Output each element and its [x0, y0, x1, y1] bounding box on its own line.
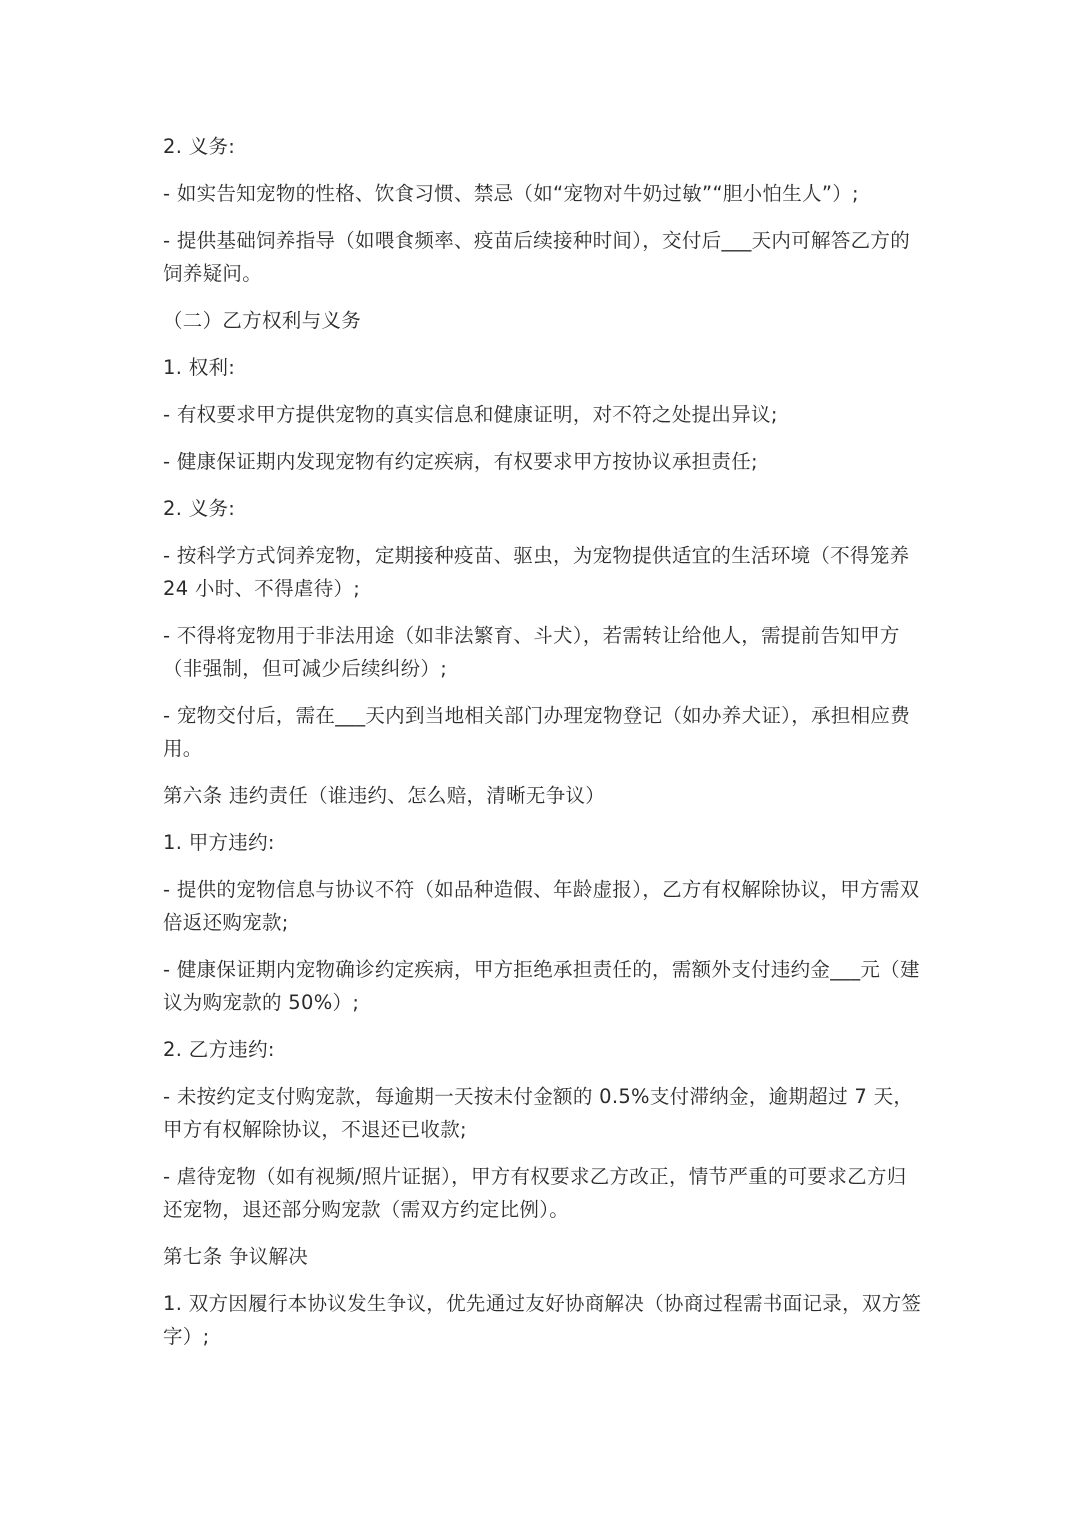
- obligation-item-guidance: - 提供基础饲养指导（如喂食频率、疫苗后续接种时间），交付后___天内可解答乙方的饲养疑问。: [163, 229, 911, 285]
- article-six-heading: 第六条 违约责任（谁违约、怎么赔，清晰无争议）: [163, 784, 606, 807]
- document-body: [163, 130, 923, 1353]
- obligations-heading-b: 2. 义务:: [163, 497, 236, 520]
- right-item-health: - 健康保证期内发现宠物有约定疾病，有权要求甲方按协议承担责任;: [163, 450, 758, 473]
- party-a-breach-item-health: - 健康保证期内宠物确诊约定疾病，甲方拒绝承担责任的，需额外支付违约金___元（建议为购宠款的 50%）;: [163, 958, 920, 1014]
- obligation-item-illegal-use: - 不得将宠物用于非法用途（如非法繁育、斗犬），若需转让给他人，需提前告知甲方（非强制，但可减少后续纠纷）;: [163, 624, 900, 680]
- obligations-heading-a: 2. 义务:: [163, 135, 236, 158]
- rights-heading: 1. 权利:: [163, 356, 236, 379]
- right-item-info: - 有权要求甲方提供宠物的真实信息和健康证明，对不符之处提出异议;: [163, 403, 778, 426]
- party-a-breach-heading: 1. 甲方违约:: [163, 831, 275, 854]
- party-a-breach-item-info: - 提供的宠物信息与协议不符（如品种造假、年龄虚报），乙方有权解除协议，甲方需双倍返还购宠款;: [163, 878, 920, 934]
- section-heading-party-b: （二）乙方权利与义务: [163, 309, 362, 332]
- dispute-item-negotiation: 1. 双方因履行本协议发生争议，优先通过友好协商解决（协商过程需书面记录，双方签字）;: [163, 1292, 922, 1348]
- obligation-item-disclose: - 如实告知宠物的性格、饮食习惯、禁忌（如“宠物对牛奶过敏”“胆小怕生人”）;: [163, 182, 859, 205]
- party-b-breach-item-payment: - 未按约定支付购宠款，每逾期一天按未付金额的 0.5%支付滞纳金，逾期超过 7 天，甲方有权解除协议，不退还已收款;: [163, 1085, 914, 1141]
- party-b-breach-item-abuse: - 虐待宠物（如有视频/照片证据），甲方有权要求乙方改正，情节严重的可要求乙方归还宠物，退还部分购宠款（需双方约定比例）。: [163, 1165, 907, 1221]
- obligation-item-feeding: - 按科学方式饲养宠物，定期接种疫苗、驱虫，为宠物提供适宜的生活环境（不得笼养 24 小时、不得虐待）;: [163, 544, 916, 600]
- party-b-breach-heading: 2. 乙方违约:: [163, 1038, 275, 1061]
- obligation-item-registration: - 宠物交付后，需在___天内到当地相关部门办理宠物登记（如办养犬证），承担相应费用。: [163, 704, 911, 760]
- article-seven-heading: 第七条 争议解决: [163, 1245, 309, 1268]
